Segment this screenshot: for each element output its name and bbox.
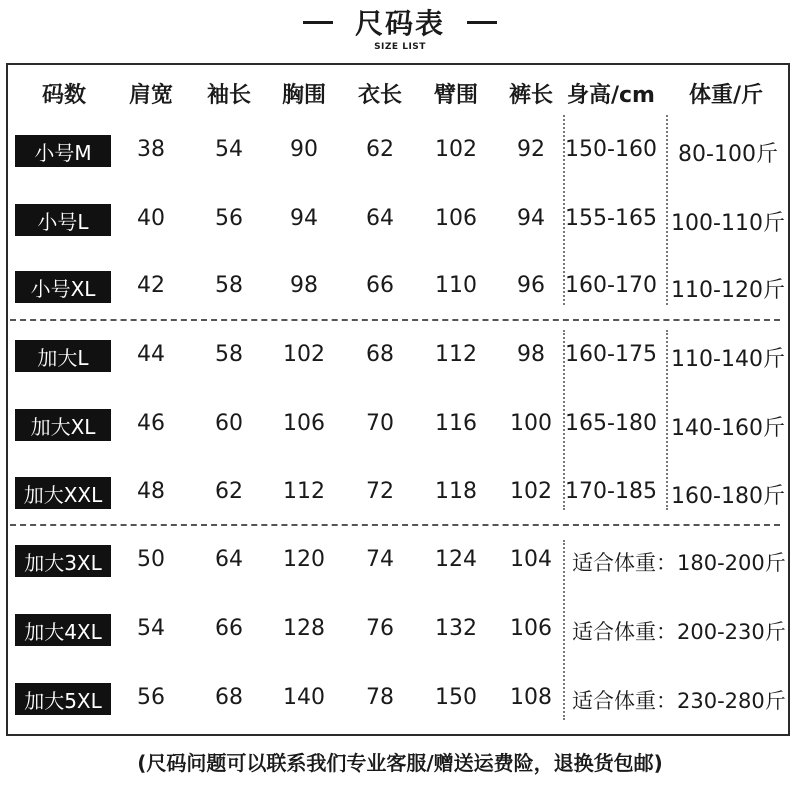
- measurement-cell-pants: 92: [517, 137, 545, 162]
- measurement-cell-pants: 102: [510, 479, 552, 504]
- height-cell: 160-170: [565, 273, 657, 298]
- column-divider: [563, 540, 565, 720]
- weight-note: 适合体重：230-280斤: [572, 689, 786, 713]
- measurement-cell-sleeve: 54: [215, 137, 243, 162]
- measurement-cell-chest: 102: [283, 342, 325, 367]
- group-divider: [10, 319, 780, 321]
- measurement-cell-sleeve: 62: [215, 479, 243, 504]
- measurement-cell-chest: 128: [283, 616, 325, 641]
- height-cell: 165-180: [565, 411, 657, 436]
- title-dash-right: [467, 21, 497, 24]
- size-label-tag: 小号XL: [15, 271, 111, 303]
- weight-cell: 100-110斤: [671, 211, 785, 236]
- measurement-cell-pants: 108: [510, 685, 552, 710]
- height-cell: 160-175: [565, 342, 657, 367]
- measurement-cell-shoulder: 50: [137, 547, 165, 572]
- measurement-cell-length: 70: [366, 411, 394, 436]
- size-label-tag: 加大XXL: [15, 477, 111, 509]
- measurement-cell-pants: 94: [517, 206, 545, 231]
- measurement-cell-chest: 98: [290, 273, 318, 298]
- measurement-cell-chest: 90: [290, 137, 318, 162]
- page-subtitle: SIZE LIST: [374, 42, 426, 52]
- measurement-cell-shoulder: 42: [137, 273, 165, 298]
- measurement-cell-arm: 110: [435, 273, 477, 298]
- measurement-cell-pants: 98: [517, 342, 545, 367]
- column-header-weight: 体重/斤: [688, 83, 764, 108]
- measurement-cell-chest: 106: [283, 411, 325, 436]
- column-header-arm: 臂围: [433, 83, 478, 108]
- weight-cell: 110-120斤: [671, 278, 785, 303]
- measurement-cell-arm: 118: [435, 479, 477, 504]
- column-header-height: 身高/cm: [566, 83, 655, 108]
- measurement-cell-chest: 140: [283, 685, 325, 710]
- column-divider: [563, 115, 565, 305]
- measurement-cell-sleeve: 66: [215, 616, 243, 641]
- measurement-cell-pants: 96: [517, 273, 545, 298]
- column-divider: [666, 115, 668, 305]
- measurement-cell-sleeve: 68: [215, 685, 243, 710]
- size-label-tag: 加大3XL: [15, 545, 111, 577]
- measurement-cell-sleeve: 56: [215, 206, 243, 231]
- measurement-cell-shoulder: 40: [137, 206, 165, 231]
- height-cell: 170-185: [565, 479, 657, 504]
- measurement-cell-pants: 104: [510, 547, 552, 572]
- column-divider: [563, 330, 565, 510]
- weight-note: 适合体重：180-200斤: [572, 551, 786, 575]
- measurement-cell-arm: 106: [435, 206, 477, 231]
- measurement-cell-sleeve: 58: [215, 342, 243, 367]
- measurement-cell-sleeve: 58: [215, 273, 243, 298]
- size-label-tag: 加大5XL: [15, 683, 111, 715]
- weight-cell: 110-140斤: [671, 347, 785, 372]
- measurement-cell-shoulder: 46: [137, 411, 165, 436]
- measurement-cell-sleeve: 60: [215, 411, 243, 436]
- measurement-cell-length: 74: [366, 547, 394, 572]
- measurement-cell-arm: 116: [435, 411, 477, 436]
- measurement-cell-length: 68: [366, 342, 394, 367]
- column-header-size: 码数: [41, 83, 86, 108]
- measurement-cell-length: 72: [366, 479, 394, 504]
- measurement-cell-arm: 124: [435, 547, 477, 572]
- height-cell: 155-165: [565, 206, 657, 231]
- footer-note: (尺码问题可以联系我们专业客服/赠送运费险，退换货包邮): [137, 751, 663, 775]
- measurement-cell-shoulder: 48: [137, 479, 165, 504]
- measurement-cell-shoulder: 44: [137, 342, 165, 367]
- measurement-cell-arm: 112: [435, 342, 477, 367]
- size-label-tag: 加大4XL: [15, 614, 111, 646]
- measurement-cell-chest: 112: [283, 479, 325, 504]
- measurement-cell-arm: 102: [435, 137, 477, 162]
- column-header-chest: 胸围: [281, 83, 326, 108]
- group-divider: [10, 524, 780, 526]
- column-header-pants: 裤长: [508, 83, 553, 108]
- title-row: [0, 2, 800, 42]
- weight-cell: 80-100斤: [678, 142, 778, 167]
- measurement-cell-length: 78: [366, 685, 394, 710]
- height-cell: 150-160: [565, 137, 657, 162]
- measurement-cell-length: 62: [366, 137, 394, 162]
- measurement-cell-pants: 106: [510, 616, 552, 641]
- column-header-sleeve: 袖长: [206, 83, 251, 108]
- size-label-tag: 加大XL: [15, 409, 111, 441]
- measurement-cell-chest: 94: [290, 206, 318, 231]
- measurement-cell-arm: 150: [435, 685, 477, 710]
- column-header-shoulder: 肩宽: [128, 83, 173, 108]
- page-title: 尺码表: [354, 7, 445, 40]
- header: [0, 0, 800, 62]
- measurement-cell-arm: 132: [435, 616, 477, 641]
- measurement-cell-length: 66: [366, 273, 394, 298]
- size-label-tag: 小号M: [15, 135, 111, 167]
- weight-note: 适合体重：200-230斤: [572, 620, 786, 644]
- measurement-cell-length: 64: [366, 206, 394, 231]
- size-label-tag: 小号L: [15, 204, 111, 236]
- measurement-cell-chest: 120: [283, 547, 325, 572]
- column-header-length: 衣长: [357, 83, 402, 108]
- measurement-cell-sleeve: 64: [215, 547, 243, 572]
- measurement-cell-shoulder: 56: [137, 685, 165, 710]
- weight-cell: 160-180斤: [671, 484, 785, 509]
- size-label-tag: 加大L: [15, 340, 111, 372]
- weight-cell: 140-160斤: [671, 416, 785, 441]
- measurement-cell-pants: 100: [510, 411, 552, 436]
- measurement-cell-length: 76: [366, 616, 394, 641]
- title-dash-left: [303, 21, 333, 24]
- column-divider: [666, 330, 668, 510]
- measurement-cell-shoulder: 38: [137, 137, 165, 162]
- measurement-cell-shoulder: 54: [137, 616, 165, 641]
